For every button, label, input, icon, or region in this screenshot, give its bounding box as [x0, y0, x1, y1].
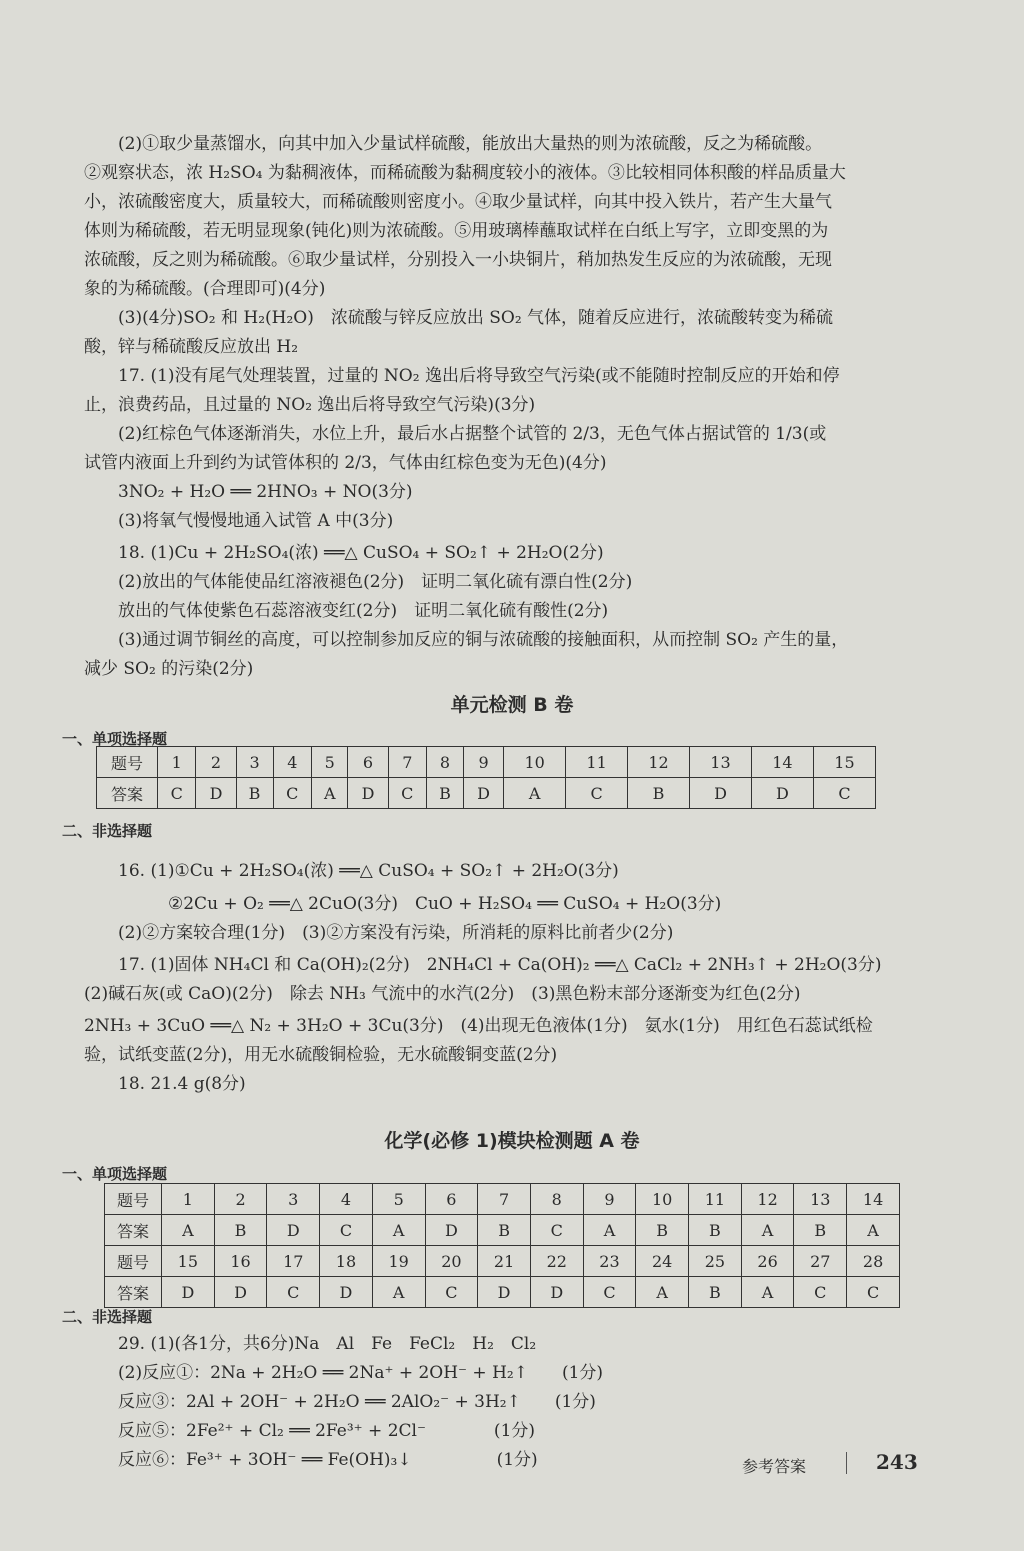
footer-label: 参考答案: [742, 1457, 807, 1476]
text-line: 试管内液面上升到约为试管体积的 2/3，气体由红棕色变为无色)(4分): [84, 453, 607, 473]
table-cell: 11: [689, 1184, 742, 1215]
table-cell: C: [566, 778, 628, 809]
text-line: 3NO₂ + H₂O ══ 2HNO₃ + NO(3分): [118, 482, 413, 502]
table-cell: B: [628, 778, 690, 809]
table-cell: D: [162, 1277, 215, 1308]
text-line: (3)将氧气慢慢地通入试管 A 中(3分): [118, 511, 394, 531]
text-line: 酸，锌与稀硫酸反应放出 H₂: [84, 337, 299, 357]
table-cell: 2: [196, 747, 236, 778]
text-line: 29. (1)(各1分，共6分)Na Al Fe FeCl₂ H₂ Cl₂: [118, 1334, 537, 1354]
table-cell: B: [427, 778, 464, 809]
table-cell: 9: [583, 1184, 636, 1215]
text-line: 浓硫酸，反之则为稀硫酸。⑥取少量试样，分别投入一小块铜片，稍加热发生反应的为浓硫酸，无现: [84, 250, 832, 270]
table-cell: C: [425, 1277, 478, 1308]
table-cell: A: [847, 1215, 900, 1246]
table-cell: 8: [427, 747, 464, 778]
table-cell: 3: [236, 747, 273, 778]
row-label: 题号: [97, 747, 158, 778]
text-line: 17. (1)固体 NH₄Cl 和 Ca(OH)₂(2分) 2NH₄Cl + Ca(OH)₂ ══△ CaCl₂ + 2NH₃↑ + 2H₂O(3分): [118, 955, 882, 975]
table-cell: 3: [267, 1184, 320, 1215]
table-cell: D: [690, 778, 752, 809]
table-cell: 22: [530, 1246, 583, 1277]
text-line: (2)反应①：2Na + 2H₂O ══ 2Na⁺ + 2OH⁻ + H₂↑ (1分): [118, 1363, 604, 1383]
table-cell: B: [689, 1215, 742, 1246]
table-cell: B: [236, 778, 273, 809]
table-cell: B: [794, 1215, 847, 1246]
table-cell: A: [741, 1215, 794, 1246]
table-cell: B: [478, 1215, 531, 1246]
text-line: (2)②方案较合理(1分) (3)②方案没有污染，所消耗的原料比前者少(2分): [118, 923, 674, 943]
table-cell: 14: [847, 1184, 900, 1215]
table-cell: D: [751, 778, 813, 809]
text-line: 减少 SO₂ 的污染(2分): [84, 659, 254, 679]
table-cell: 18: [320, 1246, 373, 1277]
table-cell: 17: [267, 1246, 320, 1277]
table-cell: C: [158, 778, 196, 809]
table-cell: 1: [158, 747, 196, 778]
table-cell: C: [530, 1215, 583, 1246]
subsection-heading: 一、单项选择题: [62, 1165, 168, 1183]
table-cell: 23: [583, 1246, 636, 1277]
text-line: 反应⑥：Fe³⁺ + 3OH⁻ ══ Fe(OH)₃↓ (1分): [118, 1450, 538, 1470]
table-cell: D: [348, 778, 388, 809]
text-line: 反应③：2Al + 2OH⁻ + 2H₂O ══ 2AlO₂⁻ + 3H₂↑ (1分): [118, 1392, 596, 1412]
table-cell: A: [636, 1277, 689, 1308]
table-cell: 7: [478, 1184, 531, 1215]
table-cell: 5: [372, 1184, 425, 1215]
table-cell: 14: [751, 747, 813, 778]
text-line: (2)碱石灰(或 CaO)(2分) 除去 NH₃ 气流中的水汽(2分) (3)黑色粉末部分逐渐变为红色(2分): [84, 984, 801, 1004]
table-cell: 21: [478, 1246, 531, 1277]
text-line: (2)红棕色气体逐渐消失，水位上升，最后水占据整个试管的 2/3，无色气体占据试管的 1/3(或: [118, 424, 827, 444]
table-cell: 19: [372, 1246, 425, 1277]
table-cell: 27: [794, 1246, 847, 1277]
table-cell: B: [689, 1277, 742, 1308]
text-line: (2)①取少量蒸馏水，向其中加入少量试样硫酸，能放出大量热的则为浓硫酸，反之为稀硫酸。: [118, 134, 823, 154]
subsection-heading: 二、非选择题: [62, 1308, 153, 1326]
table-cell: 10: [504, 747, 566, 778]
table-cell: 28: [847, 1246, 900, 1277]
table-cell: 2: [214, 1184, 267, 1215]
row-label: 题号: [105, 1246, 162, 1277]
table-cell: C: [267, 1277, 320, 1308]
table-cell: 1: [162, 1184, 215, 1215]
subsection-heading: 二、非选择题: [62, 822, 153, 840]
table-cell: 7: [388, 747, 426, 778]
table-cell: C: [388, 778, 426, 809]
table-cell: 5: [312, 747, 348, 778]
table-cell: 16: [214, 1246, 267, 1277]
table-cell: C: [273, 778, 311, 809]
table-cell: C: [583, 1277, 636, 1308]
answer-table-a: [104, 1183, 900, 1308]
text-line: (3)通过调节铜丝的高度，可以控制参加反应的铜与浓硫酸的接触面积，从而控制 SO₂ 产生的量，: [118, 630, 849, 650]
table-cell: A: [583, 1215, 636, 1246]
table-cell: 15: [162, 1246, 215, 1277]
text-line: 放出的气体使紫色石蕊溶液变红(2分) 证明二氧化硫有酸性(2分): [118, 601, 609, 621]
table-cell: D: [320, 1277, 373, 1308]
table-cell: D: [530, 1277, 583, 1308]
table-cell: 15: [813, 747, 875, 778]
table-cell: D: [196, 778, 236, 809]
row-label: 题号: [105, 1184, 162, 1215]
text-line: 反应⑤：2Fe²⁺ + Cl₂ ══ 2Fe³⁺ + 2Cl⁻ (1分): [118, 1421, 536, 1441]
row-label: 答案: [105, 1277, 162, 1308]
text-line: 18. (1)Cu + 2H₂SO₄(浓) ══△ CuSO₄ + SO₂↑ + 2H₂O(2分): [118, 543, 604, 563]
table-cell: 20: [425, 1246, 478, 1277]
text-line: 2NH₃ + 3CuO ══△ N₂ + 3H₂O + 3Cu(3分) (4)出现无色液体(1分) 氨水(1分) 用红色石蕊试纸检: [84, 1016, 873, 1036]
table-cell: 6: [348, 747, 388, 778]
table-cell: C: [794, 1277, 847, 1308]
text-line: 18. 21.4 g(8分): [118, 1074, 246, 1094]
table-cell: C: [320, 1215, 373, 1246]
table-cell: D: [267, 1215, 320, 1246]
table-cell: A: [504, 778, 566, 809]
table-cell: 8: [530, 1184, 583, 1215]
table-cell: 6: [425, 1184, 478, 1215]
table-cell: D: [214, 1277, 267, 1308]
table-cell: A: [372, 1215, 425, 1246]
section-heading-unit-b: 单元检测 B 卷: [450, 694, 574, 716]
text-line: 验，试纸变蓝(2分)，用无水硫酸铜检验，无水硫酸铜变蓝(2分): [84, 1045, 558, 1065]
table-cell: C: [813, 778, 875, 809]
text-line: (2)放出的气体能使品红溶液褪色(2分) 证明二氧化硫有漂白性(2分): [118, 572, 633, 592]
table-cell: A: [372, 1277, 425, 1308]
text-line: (3)(4分)SO₂ 和 H₂(H₂O) 浓硫酸与锌反应放出 SO₂ 气体，随着反应进行，浓硫酸转变为稀硫: [118, 308, 834, 328]
text-line: 象的为稀硫酸。(合理即可)(4分): [84, 279, 326, 299]
text-line: 17. (1)没有尾气处理装置，过量的 NO₂ 逸出后将导致空气污染(或不能随时控制反应的开始和停: [118, 366, 840, 386]
table-cell: 10: [636, 1184, 689, 1215]
text-line: ②观察状态，浓 H₂SO₄ 为黏稠液体，而稀硫酸为黏稠度较小的液体。③比较相同体积酸的样品质量大: [84, 163, 846, 183]
table-cell: 26: [741, 1246, 794, 1277]
table-cell: 9: [464, 747, 504, 778]
table-cell: 13: [794, 1184, 847, 1215]
table-cell: C: [847, 1277, 900, 1308]
table-cell: 12: [628, 747, 690, 778]
table-cell: A: [162, 1215, 215, 1246]
answer-table-b: [96, 746, 876, 809]
text-line: 16. (1)①Cu + 2H₂SO₄(浓) ══△ CuSO₄ + SO₂↑ + 2H₂O(3分): [118, 861, 619, 881]
table-cell: 4: [320, 1184, 373, 1215]
text-line: 小，浓硫酸密度大，质量较大，而稀硫酸则密度小。④取少量试样，向其中投入铁片，若产生大量气: [84, 192, 832, 212]
table-cell: A: [741, 1277, 794, 1308]
section-heading-module-a: 化学(必修 1)模块检测题 A 卷: [384, 1130, 640, 1152]
text-line: ②2Cu + O₂ ══△ 2CuO(3分) CuO + H₂SO₄ ══ CuSO₄ + H₂O(3分): [168, 894, 722, 914]
subsection-heading: 一、单项选择题: [62, 730, 168, 748]
table-cell: D: [464, 778, 504, 809]
table-cell: 4: [273, 747, 311, 778]
table-cell: B: [214, 1215, 267, 1246]
table-cell: 12: [741, 1184, 794, 1215]
table-cell: B: [636, 1215, 689, 1246]
table-cell: 13: [690, 747, 752, 778]
table-cell: A: [312, 778, 348, 809]
row-label: 答案: [105, 1215, 162, 1246]
table-cell: D: [478, 1277, 531, 1308]
text-line: 体则为稀硫酸，若无明显现象(钝化)则为浓硫酸。⑤用玻璃棒蘸取试样在白纸上写字，立即变黑的为: [84, 221, 829, 241]
footer-divider: [846, 1452, 847, 1474]
text-line: 止，浪费药品，且过量的 NO₂ 逸出后将导致空气污染)(3分): [84, 395, 536, 415]
table-cell: 24: [636, 1246, 689, 1277]
row-label: 答案: [97, 778, 158, 809]
page-number: 243: [876, 1450, 918, 1474]
table-cell: D: [425, 1215, 478, 1246]
table-cell: 11: [566, 747, 628, 778]
table-cell: 25: [689, 1246, 742, 1277]
